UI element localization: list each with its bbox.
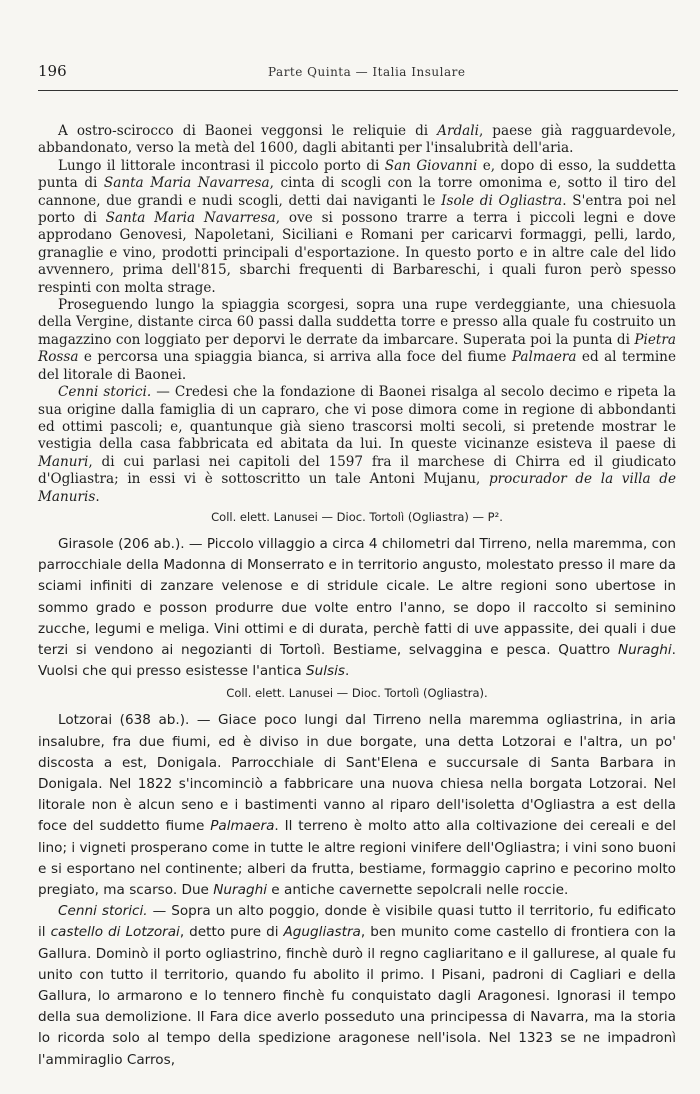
italic-text: San Giovanni bbox=[384, 157, 478, 174]
header-rule bbox=[38, 90, 678, 91]
text-run: — Sopra un alto poggio, donde è visibile quasi tutto il territorio, fu edificato il bbox=[38, 903, 676, 941]
italic-text: Nuraghi bbox=[617, 641, 672, 658]
italic-text: procurador de la villa de Manuris bbox=[38, 471, 677, 505]
italic-text: Santa Maria Navarresa bbox=[105, 210, 276, 227]
italic-text: Palmaera bbox=[210, 818, 275, 835]
girasole-entry bbox=[38, 534, 676, 700]
text-run: — Credesi che la fondazione di Baonei risalga al secolo decimo e ripeta la sua origine dalla famiglia di un capraro, che vi pose dimora come in regione di abbondanti ed ottimi pascoli; e, quantunque già sieno trascorsi molti secoli, si pretende mostrar le vestigia della casa fabbricata ed abitata da lui. In queste vicinanze esisteva il paese di bbox=[38, 384, 676, 453]
italic-text: Ardali bbox=[437, 123, 479, 139]
text-run: , cinta di scogli con la torre omonima e, sotto il tiro del cannone, due grandi e nudi scogli, detti dai naviganti le bbox=[38, 175, 676, 209]
text-run: Proseguendo lungo la spiaggia scorgesi, sopra una rupe verdeggiante, una chiesuola della Vergine, distante circa 60 passi dalla suddetta torre e presso alla quale fu costruito un magazzino con loggiato per deporvi le derrate da imbarcare. Superata poi la punta di bbox=[38, 297, 676, 348]
italic-text: Nuraghi bbox=[213, 881, 267, 898]
entry-title: Girasole bbox=[58, 535, 114, 552]
text-run: . Il terreno è molto atto alla coltivazione dei cereali e del lino; i vigneti prosperano come in tutte le altre regioni vinifere dell'Ogliastra; i vini sono buoni e si esportano nel continente; alberi da frutta, bestiame, formaggio caprino e pecorino molto pregiato, ma scarso. Due bbox=[38, 818, 676, 898]
text-run: (206 ab.). — Piccolo villaggio a circa 4 chilometri dal Tirreno, nella maremma, con parrocchiale della Madonna di Monserrato e in territorio angusto, molestato presso il mare da sciami infiniti di zanzare velenose e di stridule cicale. Le altre regioni sono ubertose in sommo grado e posson produrre due volte entro l'anno, se dopo il raccolto si seminino zucche, legumi e meliga. Vini ottimi e di durata, perchè fatti di uve appassite, dei quali i due terzi si vendono ai negozianti di Tortolì. Bestiame, selvaggina e pesca. Quattro bbox=[38, 535, 676, 658]
paragraph bbox=[38, 158, 676, 297]
running-title: Parte Quinta — Italia Insulare bbox=[268, 65, 466, 79]
reference-line: Coll. elett. Lanusei — Dioc. Tortolì (Ogliastra). bbox=[226, 686, 488, 701]
page-header bbox=[38, 62, 676, 86]
text-run: (638 ab.). — Giace poco lungi dal Tirreno nella maremma ogliastrina, in aria insalubre, fra due fiumi, ed è diviso in due borgate, una detta Lotzorai e l'altra, un po' discosta a est, Donigala. Parrocchiale di Sant'Elena e succursale di Santa Barbara in Donigala. Nel 1822 s'incominciò a fabbricare una nuova chiesa nella borgata Lotzorai. Nel litorale non è alcun seno e i bastimenti vanno al riparo dell'isoletta d'Ogliastra a est della foce del suddetto fiume bbox=[38, 712, 676, 835]
text-run: , ben munito come castello di frontiera con la Gallura. Dominò il porto ogliastrino, finchè durò il regno cagliaritano e il gallurese, al quale fu unito con tutto il territorio, quando fu abolito il primo. I Pisani, padroni di Cagliari e della Gallura, lo armarono e lo tennero finchè fu conquistato dagli Aragonesi. Ignorasi il tempo della sua demolizione. Il Fara dice averlo posseduto una principessa di Navarra, ma la storia lo ricorda solo al tempo della spedizione aragonese nell'isola. Nel 1323 se ne impadronì l'ammiraglio Carros, bbox=[38, 924, 676, 1068]
page-number: 196 bbox=[38, 62, 67, 80]
text-run: e percorsa una spiaggia bianca, si arriva alla foce del fiume bbox=[78, 349, 512, 366]
italic-text: Manuri bbox=[38, 453, 89, 470]
paragraph bbox=[38, 534, 676, 682]
text-run: . bbox=[344, 663, 350, 680]
paragraph bbox=[38, 901, 676, 1071]
text-run: ed al termine del litorale di Baonei. bbox=[38, 349, 676, 383]
reference-line: Coll. elett. Lanusei — Dioc. Tortolì (Ogliastra) — P². bbox=[211, 509, 503, 524]
text-run: , ove si possono trarre a terra i piccoli legni e dove approdano Genovesi, Napoletani, Siciliani e Romani per caricarvi formaggi, pelli, lardo, granaglie e vino, prodotti principali d'esportazione. In questo porto e in altre cale del lido avvennero, prima dell'815, sbarchi frequenti di Barbareschi, i quali furon però spesso respinti con molta strage. bbox=[38, 210, 676, 296]
italic-text: Santa Maria Navarresa bbox=[103, 175, 270, 192]
text-run: A ostro-scirocco di Baonei veggonsi le reliquie di bbox=[58, 123, 438, 139]
paragraph bbox=[38, 123, 676, 158]
entry-title: Lotzorai bbox=[58, 712, 113, 729]
text-run: . Vuolsi che qui presso esistesse l'antica bbox=[38, 641, 676, 680]
paragraph bbox=[38, 297, 676, 384]
text-run: , di cui parlasi nei capitoli del 1597 fra il marchese di Chirra ed il giudicato d'Ogliastra; in essi vi è sottoscritto un tale Antoni Mujanu, bbox=[38, 453, 676, 488]
italic-text: Agugliastra bbox=[283, 924, 361, 941]
baonei-section bbox=[38, 123, 676, 524]
paragraph bbox=[38, 710, 676, 901]
text-run: , detto pure di bbox=[179, 924, 284, 941]
text-run: . S'entra poi nel porto di bbox=[38, 192, 676, 227]
italic-text: Cenni storici. bbox=[58, 903, 148, 920]
italic-text: Sulsis bbox=[306, 663, 345, 680]
text-run: , paese già ragguardevole, abbandonato, verso la metà del 1600, dagli abitanti per l'insalubrità dell'aria. bbox=[38, 123, 676, 157]
paragraph bbox=[38, 384, 676, 506]
italic-text: castello di Lotzorai bbox=[50, 924, 180, 941]
italic-text: Isole di Ogliastra bbox=[441, 192, 563, 209]
lotzorai-entry bbox=[38, 710, 676, 1070]
text-run: Lungo il littorale incontrasi il piccolo porto di bbox=[58, 157, 385, 174]
text-run: . bbox=[95, 488, 100, 505]
text-run: e antiche cavernette sepolcrali nelle roccie. bbox=[266, 881, 569, 898]
italic-text: Pietra Rossa bbox=[38, 331, 676, 366]
text-run: e, dopo di esso, la suddetta punta di bbox=[38, 157, 676, 192]
italic-text: Palmaera bbox=[511, 349, 577, 366]
italic-text: Cenni storici. bbox=[58, 384, 152, 401]
